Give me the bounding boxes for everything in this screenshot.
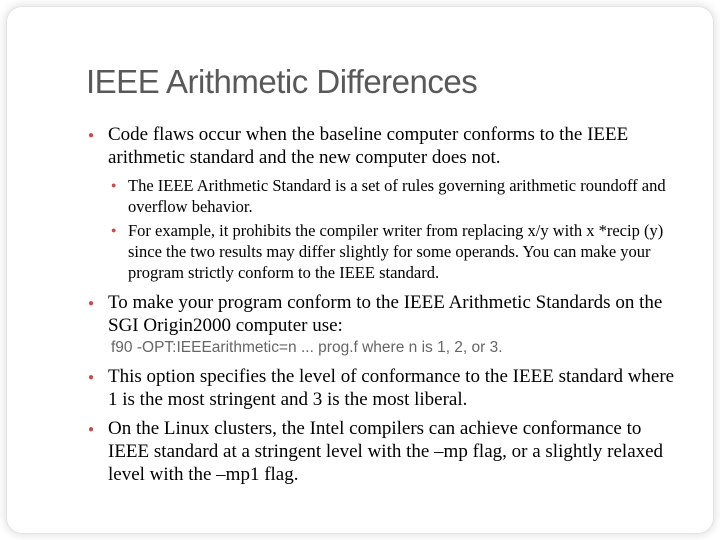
bullet-icon: ● — [111, 225, 117, 235]
slide-body — [87, 123, 687, 492]
bullet-text: On the Linux clusters, the Intel compilers can achieve conformance to IEEE standard at a stringent level with the –mp flag, or a slightly relaxed level with the –mp1 flag. — [108, 418, 664, 485]
bullet-text: Code flaws occur when the baseline computer conforms to the IEEE arithmetic standard and the new computer does not. — [108, 124, 629, 168]
bullet-icon: ● — [88, 424, 95, 435]
sub-bullet-text: The IEEE Arithmetic Standard is a set of rules governing arithmetic roundoff and overflow behavior. — [128, 176, 666, 216]
bullet-text: This option specifies the level of conformance to the IEEE standard where 1 is the most stringent and 3 is the most liberal. — [108, 366, 675, 410]
bullet-item — [87, 365, 687, 411]
code-line: f90 -OPT:IEEEarithmetic=n ... prog.f where n is 1, 2, or 3. — [111, 339, 503, 356]
bullet-icon: ● — [88, 298, 95, 309]
bullet-icon: ● — [88, 130, 95, 141]
bullet-item — [87, 417, 687, 486]
bullet-item — [87, 123, 687, 169]
bullet-text: To make your program conform to the IEEE Arithmetic Standards on the SGI Origin2000 computer use: — [108, 292, 663, 336]
sub-bullet-item — [87, 175, 687, 217]
slide-title: IEEE Arithmetic Differences — [86, 63, 478, 100]
slide — [6, 6, 714, 534]
bullet-icon: ● — [88, 372, 95, 383]
sub-bullet-text: For example, it prohibits the compiler writer from replacing x/y with x *recip (y) since the two results may differ slightly for some operands. You can make your program strictly conform to the IEEE standard. — [128, 221, 664, 282]
bullet-icon: ● — [111, 180, 117, 190]
sub-bullet-item — [87, 220, 687, 283]
bullet-item — [87, 291, 687, 337]
